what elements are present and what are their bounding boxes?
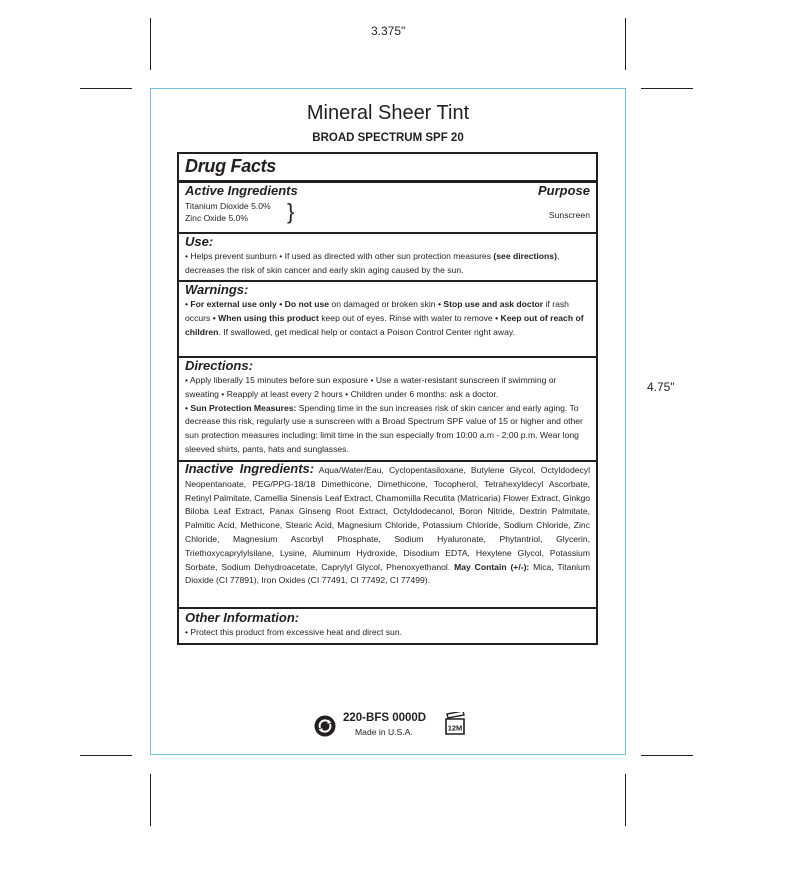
crop-mark (80, 88, 132, 89)
warning-bold: • When using this product (212, 312, 319, 323)
may-contain-label: May Contain (+/-): (454, 561, 530, 572)
active-ingredients-section (185, 183, 590, 230)
made-in-text: Made in U.S.A. (355, 727, 413, 737)
other-information-heading: Other Information: (185, 610, 300, 625)
directions-text-part: Spending time in the sun increases risk of skin cancer and early aging. To decrease this risk, regularly use a sunscreen with a Broad Spectrum SPF value of 15 or higher and other sun protection measures including: limit time in the sun especially from 10:00 a.m - 2:00 p.m. Wear long sleeved shirts, pants, hats and sunglasses. (185, 402, 583, 454)
warnings-text (185, 298, 590, 339)
crop-mark (641, 88, 693, 89)
divider (179, 607, 596, 609)
crop-mark (625, 774, 626, 826)
use-text-bold: directions) (513, 251, 557, 261)
active-ingredient: Zinc Oxide 5.0% (185, 213, 249, 223)
brace-glyph: } (287, 199, 295, 224)
directions-section (185, 358, 590, 457)
warning-text: on damaged or broken skin (329, 299, 438, 309)
other-information-section (185, 610, 590, 640)
product-name: Mineral Sheer Tint (306, 102, 470, 124)
may-contain-list: Mica, Titanium Dioxide (CI 77891), Iron Oxides (CI 77491, CI 77492, CI 77499). (185, 561, 590, 586)
inactive-ingredients-section (185, 462, 590, 588)
crop-mark (80, 755, 132, 756)
warnings-heading: Warnings: (185, 282, 249, 297)
crop-mark (150, 18, 151, 70)
inactive-ingredients-heading: Inactive Ingredients: (185, 461, 315, 476)
warning-text: if rash occurs (185, 299, 569, 323)
warning-bold: • Stop use and ask doctor (437, 299, 544, 309)
warning-bold: • Keep out of reach of children (185, 312, 584, 337)
width-dimension: 3.375" (371, 24, 406, 38)
use-text-part: • Helps prevent sunburn • If used as directed with other sun protection measures (185, 251, 494, 261)
open-jar-icon (442, 712, 468, 738)
product-code: 220-BFS 0000D (343, 712, 427, 724)
active-ingredients-list (185, 200, 590, 224)
use-text-part: , decreases the risk of skin cancer and early skin aging caused by the sun. (185, 251, 560, 275)
inactive-ingredients-text (185, 462, 590, 588)
drug-facts-panel (177, 152, 598, 645)
drug-facts-heading: Drug Facts (185, 156, 277, 176)
directions-text (185, 374, 590, 457)
directions-paragraph (185, 402, 590, 457)
height-dimension: 4.75" (647, 380, 675, 394)
warning-text: . If swallowed, get medical help or contact a Poison Control Center right away. (218, 326, 515, 337)
recycle-icon (314, 715, 336, 737)
purpose-value: Sunscreen (548, 210, 590, 220)
warning-bold: • For external use only (185, 299, 277, 309)
crop-mark (150, 774, 151, 826)
use-heading: Use: (185, 234, 214, 249)
purpose-heading: Purpose (537, 183, 590, 198)
crop-mark (625, 18, 626, 70)
warning-text: keep out of eyes. Rinse with water to remove (318, 312, 496, 323)
use-text (185, 250, 590, 278)
warnings-section (185, 282, 590, 339)
warning-bold: • Do not use (276, 299, 330, 309)
product-subtitle: BROAD SPECTRUM SPF 20 (312, 132, 464, 144)
crop-mark (641, 755, 693, 756)
directions-paragraph: • Apply liberally 15 minutes before sun exposure • Use a water-resistant sunscreen if swimming or sweating • Reapply at least every 2 hours • Children under 6 months: ask a doctor. (185, 375, 557, 399)
inactive-ingredients-list: Aqua/Water/Eau, Cyclopentasiloxane, Butylene Glycol, Octyldodecyl Neopentanoate, PEG/PPG-18/18 Dimethicone, Dimethicone, Tocopherol, Tetrahexyldecyl Ascorbate, Retinyl Palmitate, Camellia Sinensis Leaf Extract, Chamomilla Recutita (Matricaria) Flower Extract, Ginkgo Biloba Leaf Extract, Panax Ginseng Root Extract, Octyldodecanol, Boron Nitride, Dextrin Palmitate, Palmitic Acid, Methicone, Stearic Acid, Magnesium Chloride, Potassium Chloride, Sodium Chloride, Zinc Chloride, Magnesium Ascorbyl Phosphate, Sodium Hyaluronate, Phytantriol, Glycerin, Triethoxycaprylylsilane, Lysine, Aluminum Hydroxide, Disodium EDTA, Hexylene Glycol, Potassium Sorbate, Sodium Dehydroacetate, Caprylyl Glycol, Phenoxyethanol. (185, 465, 591, 572)
active-ingredients-heading: Active Ingredients (185, 183, 298, 198)
drug-facts-heading-section (185, 156, 590, 177)
use-text-bold: (see (493, 251, 511, 261)
other-information-text: • Protect this product from excessive heat and direct sun. (185, 627, 403, 637)
directions-bold: • Sun Protection Measures: (185, 402, 297, 413)
use-section (185, 234, 590, 278)
pao-label: 12M (447, 723, 463, 733)
active-ingredient: Titanium Dioxide 5.0% (185, 201, 271, 211)
directions-heading: Directions: (185, 358, 253, 373)
